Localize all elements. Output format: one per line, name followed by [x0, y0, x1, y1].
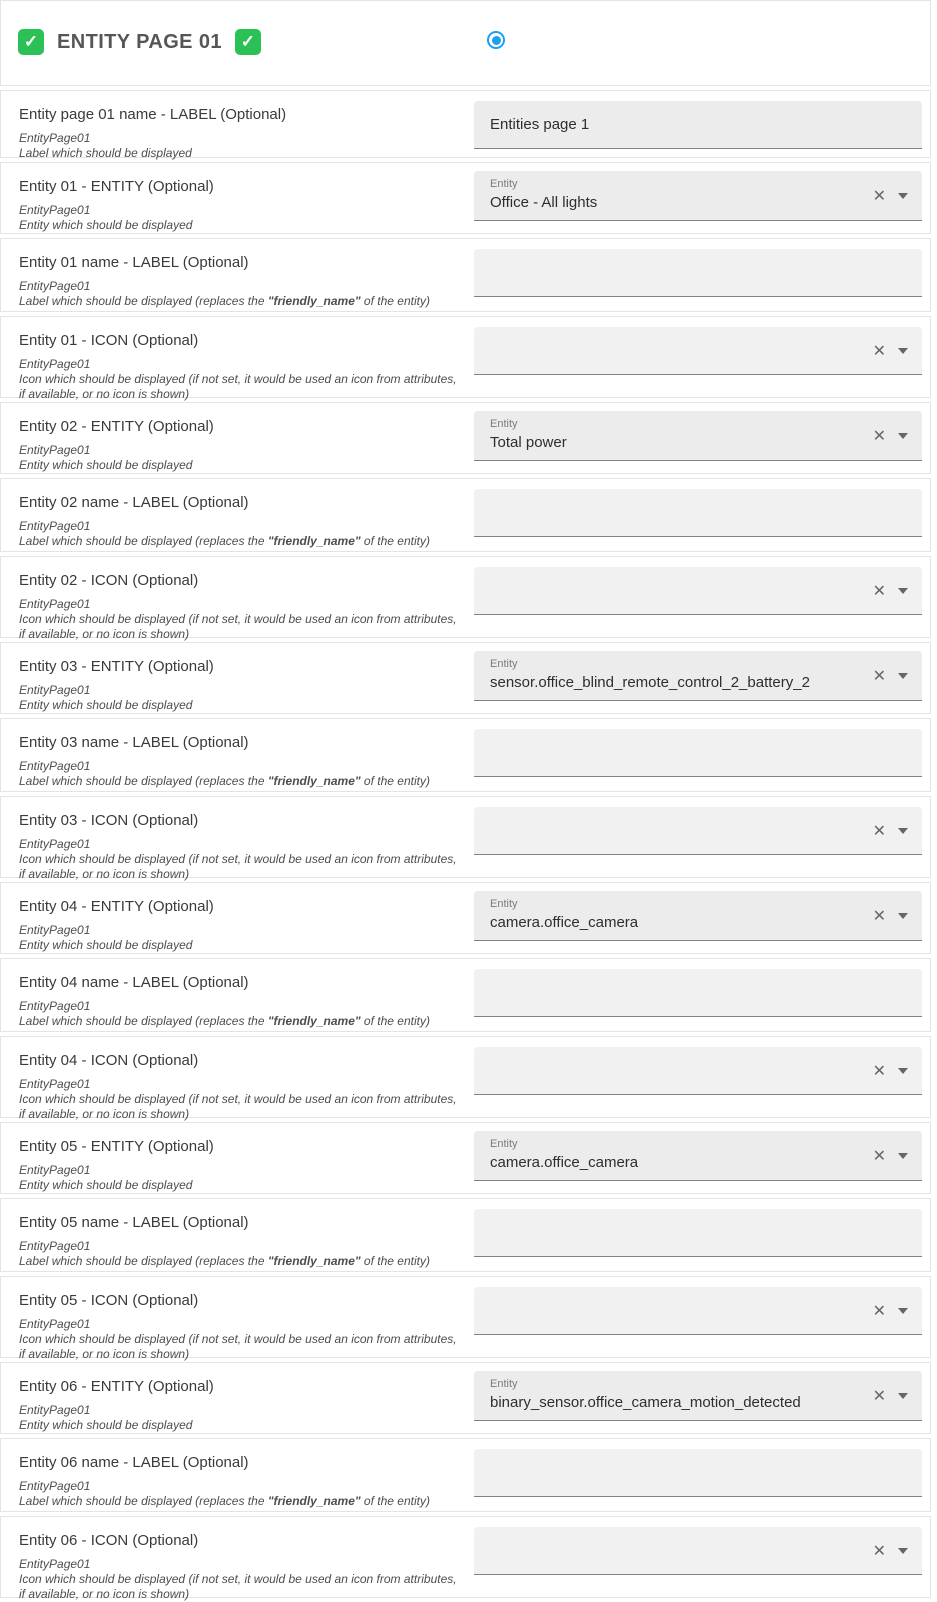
dropdown-caret-icon[interactable] [898, 1548, 908, 1554]
input-field[interactable] [474, 101, 922, 149]
form-rows-container [0, 90, 937, 1601]
input-field[interactable] [474, 807, 922, 855]
row-left [19, 734, 461, 789]
field-title: Entity 01 name - LABEL (Optional) [19, 254, 249, 271]
desc-pre: Entity which should be displayed [19, 458, 193, 472]
field-icons [873, 1371, 908, 1420]
clear-icon[interactable]: ✕ [872, 1385, 886, 1405]
field-description [19, 218, 461, 233]
field-floating-label: Entity [490, 418, 518, 430]
input-field[interactable] [474, 249, 922, 297]
field-icons [873, 1131, 908, 1180]
desc-pre: Entity which should be displayed [19, 1178, 193, 1192]
form-row [0, 718, 931, 792]
desc-post: of the entity) [360, 1254, 430, 1268]
row-left [19, 1292, 461, 1362]
desc-post: of the entity) [360, 534, 430, 548]
dropdown-caret-icon[interactable] [898, 828, 908, 834]
clear-icon[interactable]: ✕ [872, 820, 886, 840]
clear-icon[interactable]: ✕ [872, 1145, 886, 1165]
desc-pre: Label which should be displayed (replaces the [19, 294, 268, 308]
desc-pre: Icon which should be displayed (if not set, it would be used an icon from attributes, if available, or no icon is shown) [19, 852, 457, 881]
input-field[interactable] [474, 891, 922, 941]
field-title: Entity 03 - ENTITY (Optional) [19, 658, 214, 675]
field-icons [873, 1287, 908, 1334]
field-description [19, 1254, 461, 1269]
row-left [19, 106, 461, 161]
field-config-key: EntityPage01 [19, 1163, 91, 1177]
desc-pre: Icon which should be displayed (if not set, it would be used an icon from attributes, if available, or no icon is shown) [19, 1092, 457, 1121]
field-title: Entity 05 - ENTITY (Optional) [19, 1138, 214, 1155]
field-title: Entity 04 name - LABEL (Optional) [19, 974, 249, 991]
field-title: Entity 06 - ICON (Optional) [19, 1532, 199, 1549]
field-value: Total power [490, 434, 567, 451]
input-field[interactable] [474, 1287, 922, 1335]
field-floating-label: Entity [490, 1138, 518, 1150]
field-icons [873, 807, 908, 854]
desc-pre: Entity which should be displayed [19, 938, 193, 952]
field-config-key: EntityPage01 [19, 683, 91, 697]
desc-pre: Label which should be displayed (replaces the [19, 1014, 268, 1028]
clear-icon[interactable]: ✕ [872, 580, 886, 600]
field-value: camera.office_camera [490, 1154, 639, 1171]
dropdown-caret-icon[interactable] [898, 433, 908, 439]
desc-pre: Entity which should be displayed [19, 1418, 193, 1432]
field-description [19, 1418, 461, 1433]
desc-pre: Entity which should be displayed [19, 698, 193, 712]
dropdown-caret-icon[interactable] [898, 1068, 908, 1074]
checkbox-checked-icon[interactable]: ✓ [18, 29, 44, 55]
row-left [19, 1532, 461, 1602]
field-value: Entities page 1 [490, 116, 590, 133]
desc-pre: Icon which should be displayed (if not set, it would be used an icon from attributes, if available, or no icon is shown) [19, 1572, 457, 1601]
form-row [0, 402, 931, 474]
form-row [0, 238, 931, 312]
field-value: binary_sensor.office_camera_motion_detected [490, 1394, 801, 1411]
radio-dot-icon [492, 36, 501, 45]
checkbox-checked-icon[interactable]: ✓ [235, 29, 261, 55]
row-left [19, 1052, 461, 1122]
field-description [19, 698, 461, 713]
desc-post: of the entity) [360, 1014, 430, 1028]
input-field[interactable] [474, 327, 922, 375]
page-title: ENTITY PAGE 01 [57, 30, 222, 53]
field-title: Entity 05 - ICON (Optional) [19, 1292, 199, 1309]
clear-icon[interactable]: ✕ [872, 1300, 886, 1320]
field-description [19, 458, 461, 473]
input-field[interactable] [474, 729, 922, 777]
row-left [19, 254, 461, 309]
field-description [19, 1494, 461, 1509]
desc-pre: Icon which should be displayed (if not set, it would be used an icon from attributes, if available, or no icon is shown) [19, 612, 457, 641]
field-icons [873, 411, 908, 460]
row-left [19, 974, 461, 1029]
field-floating-label: Entity [490, 898, 518, 910]
field-title: Entity 01 - ICON (Optional) [19, 332, 199, 349]
dropdown-caret-icon[interactable] [898, 348, 908, 354]
input-field[interactable] [474, 411, 922, 461]
field-description [19, 852, 461, 882]
form-row [0, 796, 931, 881]
field-icons [873, 327, 908, 374]
row-left [19, 658, 461, 713]
field-title: Entity 02 - ICON (Optional) [19, 572, 199, 589]
field-config-key: EntityPage01 [19, 131, 91, 145]
desc-bold: "friendly_name" [267, 774, 361, 788]
desc-bold: "friendly_name" [267, 534, 361, 548]
form-row [0, 1438, 931, 1512]
form-row [0, 1036, 931, 1121]
field-title: Entity 04 - ICON (Optional) [19, 1052, 199, 1069]
field-description [19, 534, 461, 549]
field-title: Entity 04 - ENTITY (Optional) [19, 898, 214, 915]
form-row [0, 958, 931, 1032]
field-config-key: EntityPage01 [19, 357, 91, 371]
desc-bold: "friendly_name" [267, 1014, 361, 1028]
input-field[interactable] [474, 1527, 922, 1575]
field-description [19, 1014, 461, 1029]
input-field[interactable] [474, 489, 922, 537]
field-description [19, 146, 461, 161]
field-title: Entity 05 name - LABEL (Optional) [19, 1214, 249, 1231]
field-icons [873, 1527, 908, 1574]
clear-icon[interactable]: ✕ [872, 665, 886, 685]
field-value: sensor.office_blind_remote_control_2_battery_2 [490, 674, 810, 691]
input-field[interactable] [474, 567, 922, 615]
field-description [19, 372, 461, 402]
row-left [19, 898, 461, 953]
entity-page-header [0, 0, 931, 86]
field-icons [873, 1047, 908, 1094]
clear-icon[interactable]: ✕ [872, 425, 886, 445]
desc-pre: Icon which should be displayed (if not set, it would be used an icon from attributes, if available, or no icon is shown) [19, 1332, 457, 1361]
form-row [0, 642, 931, 714]
field-floating-label: Entity [490, 178, 518, 190]
input-field[interactable] [474, 1449, 922, 1497]
row-left [19, 494, 461, 549]
desc-bold: "friendly_name" [267, 294, 361, 308]
row-left [19, 332, 461, 402]
field-icons [873, 891, 908, 940]
field-description [19, 1332, 461, 1362]
field-description [19, 1092, 461, 1122]
field-description [19, 612, 461, 642]
desc-post: of the entity) [360, 1494, 430, 1508]
row-left [19, 572, 461, 642]
field-description [19, 294, 461, 309]
radio-selected[interactable] [487, 31, 505, 49]
desc-bold: "friendly_name" [267, 1254, 361, 1268]
field-config-key: EntityPage01 [19, 597, 91, 611]
row-left [19, 1378, 461, 1433]
field-icons [873, 171, 908, 220]
input-field[interactable] [474, 1047, 922, 1095]
dropdown-caret-icon[interactable] [898, 193, 908, 199]
form-row [0, 882, 931, 954]
form-row [0, 1276, 931, 1361]
desc-bold: "friendly_name" [267, 1494, 361, 1508]
row-left [19, 1214, 461, 1269]
field-config-key: EntityPage01 [19, 759, 91, 773]
field-config-key: EntityPage01 [19, 519, 91, 533]
input-field[interactable] [474, 1209, 922, 1257]
clear-icon[interactable]: ✕ [872, 1540, 886, 1560]
field-config-key: EntityPage01 [19, 203, 91, 217]
input-field[interactable] [474, 651, 922, 701]
field-config-key: EntityPage01 [19, 923, 91, 937]
field-value: camera.office_camera [490, 914, 639, 931]
input-field[interactable] [474, 1371, 922, 1421]
field-description [19, 938, 461, 953]
desc-post: of the entity) [360, 774, 430, 788]
field-config-key: EntityPage01 [19, 1317, 91, 1331]
field-title: Entity 03 name - LABEL (Optional) [19, 734, 249, 751]
field-description [19, 774, 461, 789]
input-field[interactable] [474, 969, 922, 1017]
field-title: Entity 06 - ENTITY (Optional) [19, 1378, 214, 1395]
form-row [0, 1516, 931, 1601]
field-icons [873, 651, 908, 700]
form-row [0, 1362, 931, 1434]
form-row [0, 1198, 931, 1272]
form-row [0, 556, 931, 641]
field-config-key: EntityPage01 [19, 443, 91, 457]
row-left [19, 418, 461, 473]
clear-icon[interactable]: ✕ [872, 1060, 886, 1080]
field-config-key: EntityPage01 [19, 1239, 91, 1253]
desc-pre: Label which should be displayed (replaces the [19, 774, 268, 788]
field-floating-label: Entity [490, 658, 518, 670]
dropdown-caret-icon[interactable] [898, 913, 908, 919]
form-row [0, 478, 931, 552]
desc-pre: Label which should be displayed (replaces the [19, 1494, 268, 1508]
field-description [19, 1178, 461, 1193]
row-left [19, 1454, 461, 1509]
dropdown-caret-icon[interactable] [898, 1153, 908, 1159]
field-config-key: EntityPage01 [19, 1479, 91, 1493]
desc-pre: Label which should be displayed [19, 146, 192, 160]
clear-icon[interactable]: ✕ [872, 185, 886, 205]
dropdown-caret-icon[interactable] [898, 588, 908, 594]
clear-icon[interactable]: ✕ [872, 340, 886, 360]
clear-icon[interactable]: ✕ [872, 905, 886, 925]
form-row [0, 162, 931, 234]
desc-pre: Icon which should be displayed (if not set, it would be used an icon from attributes, if available, or no icon is shown) [19, 372, 457, 401]
form-row [0, 316, 931, 401]
field-title: Entity 06 name - LABEL (Optional) [19, 1454, 249, 1471]
field-value: Office - All lights [490, 194, 598, 211]
form-row [0, 1122, 931, 1194]
field-config-key: EntityPage01 [19, 999, 91, 1013]
form-row [0, 90, 931, 158]
row-left [19, 1138, 461, 1193]
field-title: Entity 01 - ENTITY (Optional) [19, 178, 214, 195]
row-left [19, 812, 461, 882]
input-field[interactable] [474, 171, 922, 221]
field-description [19, 1572, 461, 1602]
desc-pre: Label which should be displayed (replaces the [19, 1254, 268, 1268]
field-config-key: EntityPage01 [19, 1557, 91, 1571]
field-title: Entity 03 - ICON (Optional) [19, 812, 199, 829]
desc-pre: Entity which should be displayed [19, 218, 193, 232]
field-title: Entity 02 name - LABEL (Optional) [19, 494, 249, 511]
field-floating-label: Entity [490, 1378, 518, 1390]
dropdown-caret-icon[interactable] [898, 673, 908, 679]
input-field[interactable] [474, 1131, 922, 1181]
field-config-key: EntityPage01 [19, 1403, 91, 1417]
desc-pre: Label which should be displayed (replaces the [19, 534, 268, 548]
field-icons [873, 567, 908, 614]
field-title: Entity page 01 name - LABEL (Optional) [19, 106, 287, 123]
field-config-key: EntityPage01 [19, 837, 91, 851]
desc-post: of the entity) [360, 294, 430, 308]
field-config-key: EntityPage01 [19, 279, 91, 293]
dropdown-caret-icon[interactable] [898, 1308, 908, 1314]
field-title: Entity 02 - ENTITY (Optional) [19, 418, 214, 435]
row-left [19, 178, 461, 233]
field-config-key: EntityPage01 [19, 1077, 91, 1091]
dropdown-caret-icon[interactable] [898, 1393, 908, 1399]
